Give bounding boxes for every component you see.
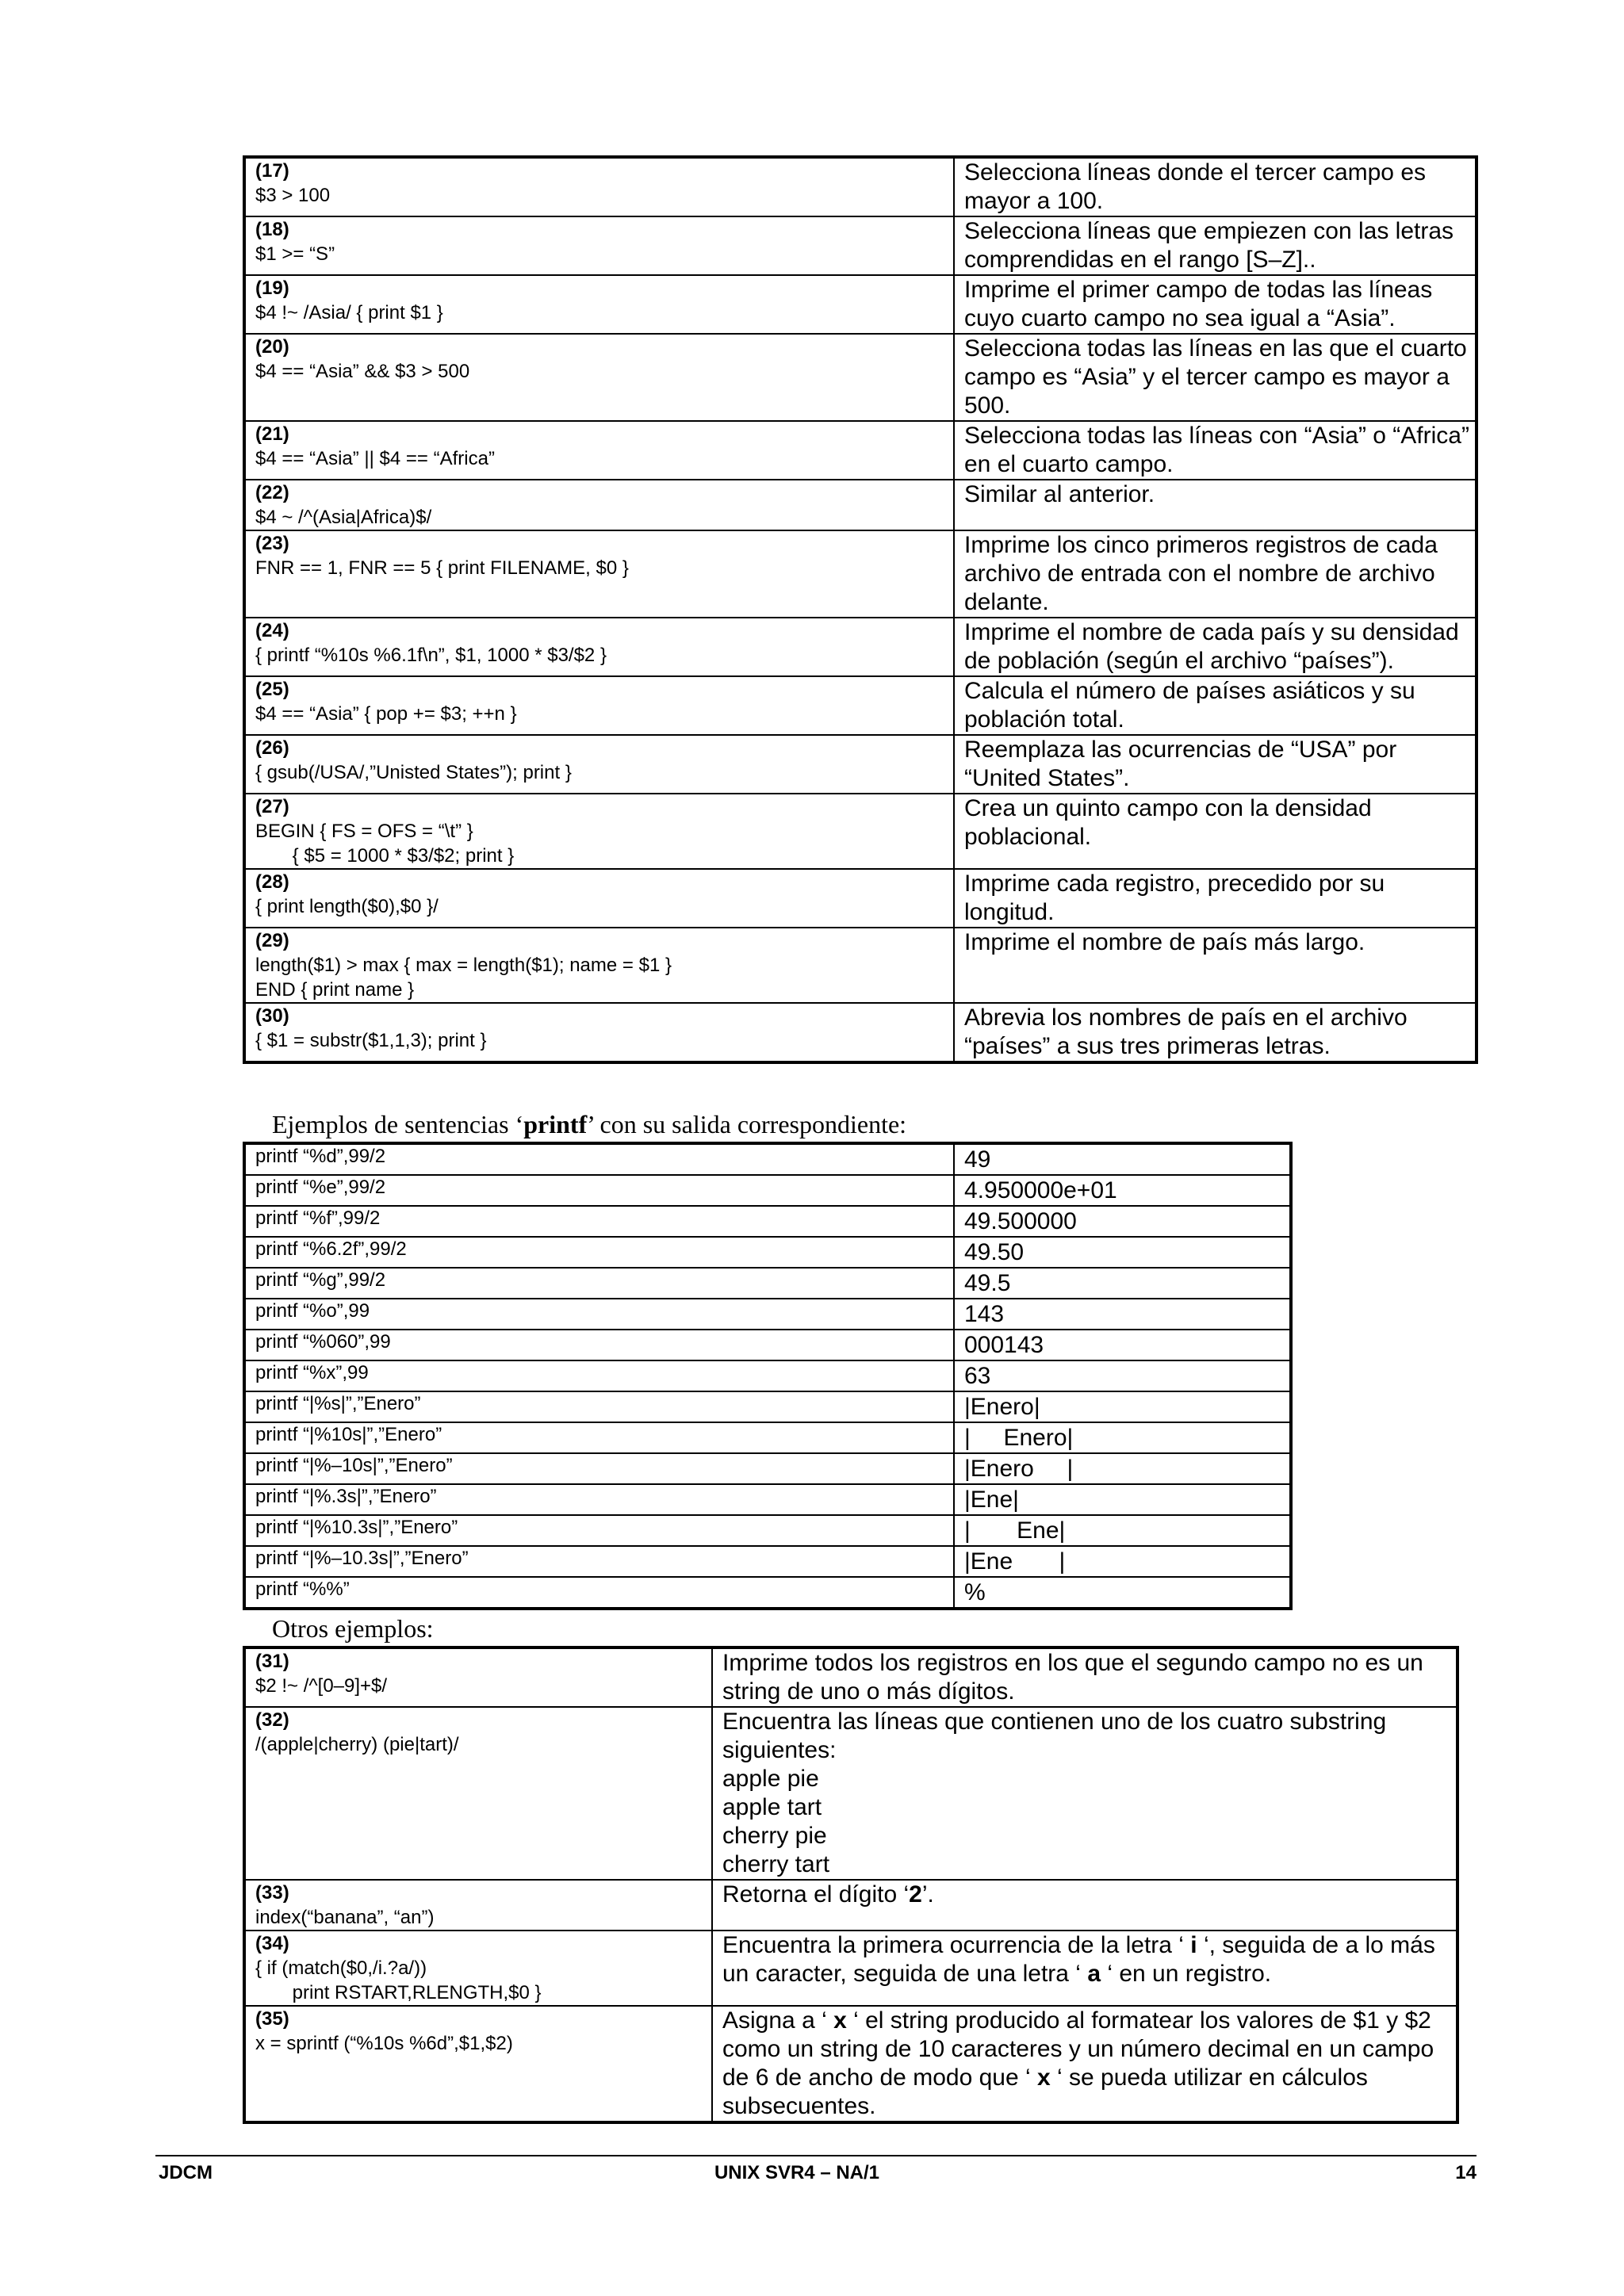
table-row: [244, 216, 1477, 275]
emphasis-letter: 2: [909, 1881, 922, 1908]
other-examples-table: [243, 1646, 1459, 2124]
printf-examples-caption: Ejemplos de sentencias ‘printf’ con su salida correspondiente:: [272, 1110, 907, 1138]
example-description: Crea un quinto campo con la densidad poblacional.: [964, 795, 1372, 850]
table-row: [244, 1707, 1457, 1880]
printf-output: 4.950000e+01: [954, 1175, 1291, 1206]
description-cell: [954, 530, 1477, 618]
example-number: (25): [255, 679, 289, 700]
description-text: Retorna el dígito ‘: [722, 1881, 910, 1908]
example-code: index(“banana”, “an”): [255, 1907, 435, 1928]
table-row: [244, 275, 1477, 334]
table-row: [244, 530, 1477, 618]
table-row: [244, 1546, 1291, 1577]
code-cell: [244, 1003, 954, 1062]
example-code: $4 == “Asia” && $3 > 500: [255, 361, 470, 382]
table-row: [244, 1360, 1291, 1391]
footer-title: UNIX SVR4 – NA/1: [714, 2162, 880, 2183]
example-code: $1 >= “S”: [255, 243, 335, 265]
code-cell: [244, 794, 954, 869]
example-number: (35): [255, 2008, 289, 2030]
example-code: { if (match($0,/i.?a/)) print RSTART,RLENGTH,$0 }: [255, 1957, 542, 2003]
description-text: ‘ en un registro.: [1101, 1961, 1272, 1987]
description-text: ’.: [921, 1881, 934, 1908]
printf-statement: printf “|%–10s|”,”Enero”: [244, 1453, 954, 1484]
example-description: Reemplaza las ocurrencias de “USA” por “United States”.: [964, 737, 1397, 791]
code-cell: [244, 1931, 712, 2006]
printf-statement: printf “%%”: [244, 1577, 954, 1609]
description-text: ‘ se pueda utilizar en cálculos subsecuentes.: [722, 2064, 1368, 2119]
table-row: [244, 480, 1477, 530]
example-number: (22): [255, 482, 289, 503]
printf-statement: printf “%x”,99: [244, 1360, 954, 1391]
printf-statement: printf “%6.2f”,99/2: [244, 1237, 954, 1268]
description-cell: [954, 334, 1477, 421]
example-code: $4 ~ /^(Asia|Africa)$/: [255, 507, 432, 528]
description-cell: [954, 1003, 1477, 1062]
table-row: [244, 1003, 1477, 1062]
example-description: Imprime los cinco primeros registros de cada archivo de entrada con el nombre de archivo delante.: [964, 532, 1438, 615]
example-code: length($1) > max { max = length($1); name = $1 } END { print name }: [255, 955, 672, 1001]
example-code: { $1 = substr($1,1,3); print }: [255, 1030, 487, 1051]
table-row: [244, 1175, 1291, 1206]
example-description: Imprime todos los registros en los que el segundo campo no es un string de uno o más dígitos.: [722, 1650, 1423, 1705]
table-row: [244, 1880, 1457, 1931]
example-code: { gsub(/USA/,”Unisted States”); print }: [255, 762, 572, 783]
printf-output: | Enero|: [954, 1422, 1291, 1453]
example-description: Abrevia los nombres de país en el archivo “países” a sus tres primeras letras.: [964, 1004, 1408, 1059]
code-cell: [244, 334, 954, 421]
example-description: Imprime el nombre de cada país y su densidad de población (según el archivo “países”).: [964, 619, 1459, 674]
description-cell: [954, 480, 1477, 530]
code-cell: [244, 1707, 712, 1880]
description-cell: [954, 869, 1477, 928]
table-row: [244, 1143, 1291, 1175]
printf-output: |Ene |: [954, 1546, 1291, 1577]
emphasis-letter: i: [1190, 1932, 1197, 1958]
page-number: 14: [1455, 2162, 1477, 2183]
description-text: ‘ el string producido al formatear los valores de $1 y $2 como un string de 10 caracteres y un número decimal en un campo de 6 de ancho de modo que ‘: [722, 2007, 1434, 2091]
example-description: Calcula el número de países asiáticos y su población total.: [964, 678, 1415, 733]
example-number: (18): [255, 219, 289, 240]
other-examples-caption: Otros ejemplos:: [272, 1614, 434, 1643]
table-row: [244, 618, 1477, 676]
table-row: [244, 1647, 1457, 1707]
table-row: [244, 1453, 1291, 1484]
emphasis-letter: x: [833, 2007, 847, 2034]
description-cell: [712, 1647, 1457, 1707]
code-cell: [244, 1647, 712, 1707]
printf-statement: printf “%e”,99/2: [244, 1175, 954, 1206]
description-text: Asigna a ‘: [722, 2007, 834, 2034]
example-description: Imprime el nombre de país más largo.: [964, 929, 1365, 955]
code-cell: [244, 480, 954, 530]
example-description: Selecciona líneas que empiezen con las letras comprendidas en el rango [S–Z]..: [964, 218, 1454, 273]
printf-output: 49.50: [954, 1237, 1291, 1268]
table-row: [244, 676, 1477, 735]
table-row: [244, 794, 1477, 869]
printf-output: |Ene|: [954, 1484, 1291, 1515]
printf-statement: printf “|%.3s|”,”Enero”: [244, 1484, 954, 1515]
example-code: $4 !~ /Asia/ { print $1 }: [255, 302, 443, 323]
footer-author: JDCM: [159, 2162, 213, 2183]
footer-rule: [155, 2155, 1477, 2156]
description-cell: [712, 2006, 1457, 2122]
printf-statement: printf “|%s|”,”Enero”: [244, 1391, 954, 1422]
awk-examples-table: [243, 155, 1478, 1064]
example-code: $3 > 100: [255, 185, 331, 206]
code-cell: [244, 869, 954, 928]
description-cell: [954, 421, 1477, 480]
printf-statement: printf “|%–10.3s|”,”Enero”: [244, 1546, 954, 1577]
description-cell: [954, 216, 1477, 275]
example-number: (31): [255, 1651, 289, 1672]
example-code: { printf “%10s %6.1f\n”, $1, 1000 * $3/$2 }: [255, 645, 607, 666]
table-row: [244, 1268, 1291, 1299]
example-code: $4 == “Asia” { pop += $3; ++n }: [255, 703, 517, 725]
printf-statement: printf “%o”,99: [244, 1299, 954, 1330]
example-description: Imprime el primer campo de todas las líneas cuyo cuarto campo no sea igual a “Asia”.: [964, 277, 1433, 331]
code-cell: [244, 1880, 712, 1931]
description-cell: [954, 618, 1477, 676]
table-row: [244, 157, 1477, 216]
example-description: Encuentra las líneas que contienen uno de los cuatro substring siguientes: apple pie apple tart cherry pie cherry tart: [722, 1709, 1387, 1877]
code-cell: [244, 618, 954, 676]
example-code: $2 !~ /^[0–9]+$/: [255, 1675, 388, 1697]
printf-output: 49.5: [954, 1268, 1291, 1299]
table-row: [244, 1299, 1291, 1330]
table-row: [244, 2006, 1457, 2122]
table-row: [244, 1577, 1291, 1609]
printf-statement: printf “%d”,99/2: [244, 1143, 954, 1175]
code-cell: [244, 676, 954, 735]
example-number: (19): [255, 277, 289, 299]
example-description: Similar al anterior.: [964, 481, 1155, 507]
table-row: [244, 1422, 1291, 1453]
printf-examples-table: [243, 1142, 1293, 1610]
example-description: Selecciona todas las líneas con “Asia” o “Africa” en el cuarto campo.: [964, 423, 1469, 477]
example-number: (21): [255, 423, 289, 445]
description-text: Encuentra la primera ocurrencia de la letra ‘: [722, 1932, 1191, 1958]
description-cell: [954, 157, 1477, 216]
printf-statement: printf “|%10.3s|”,”Enero”: [244, 1515, 954, 1546]
example-number: (34): [255, 1933, 289, 1954]
table-row: [244, 735, 1477, 794]
table-row: [244, 1330, 1291, 1360]
example-description: Selecciona líneas donde el tercer campo es mayor a 100.: [964, 159, 1427, 214]
example-number: (29): [255, 930, 289, 951]
example-number: (32): [255, 1709, 289, 1731]
description-cell: [954, 676, 1477, 735]
printf-output: %: [954, 1577, 1291, 1609]
example-code: x = sprintf (“%10s %6d”,$1,$2): [255, 2033, 513, 2054]
description-cell: [954, 275, 1477, 334]
example-code: { print length($0),$0 }/: [255, 896, 439, 917]
printf-output: 49: [954, 1143, 1291, 1175]
code-cell: [244, 421, 954, 480]
printf-statement: printf “%060”,99: [244, 1330, 954, 1360]
code-cell: [244, 928, 954, 1003]
printf-output: | Ene|: [954, 1515, 1291, 1546]
example-code: BEGIN { FS = OFS = “\t” } { $5 = 1000 * $3/$2; print }: [255, 821, 515, 867]
example-number: (28): [255, 871, 289, 893]
emphasis-letter: x: [1036, 2064, 1051, 2091]
code-cell: [244, 2006, 712, 2122]
example-number: (17): [255, 160, 289, 182]
description-cell: [954, 735, 1477, 794]
printf-output: 49.500000: [954, 1206, 1291, 1237]
example-code: $4 == “Asia” || $4 == “Africa”: [255, 448, 495, 469]
example-number: (27): [255, 796, 289, 817]
description-cell: [712, 1880, 1457, 1931]
emphasis-letter: a: [1087, 1961, 1101, 1987]
table-row: [244, 334, 1477, 421]
table-row: [244, 1206, 1291, 1237]
printf-output: 143: [954, 1299, 1291, 1330]
printf-statement: printf “|%10s|”,”Enero”: [244, 1422, 954, 1453]
code-cell: [244, 157, 954, 216]
example-number: (23): [255, 533, 289, 554]
table-row: [244, 1931, 1457, 2006]
example-number: (20): [255, 336, 289, 358]
code-cell: [244, 275, 954, 334]
example-number: (24): [255, 620, 289, 641]
code-cell: [244, 735, 954, 794]
printf-output: |Enero|: [954, 1391, 1291, 1422]
table-row: [244, 1237, 1291, 1268]
example-code: FNR == 1, FNR == 5 { print FILENAME, $0 }: [255, 557, 629, 579]
code-cell: [244, 530, 954, 618]
table-row: [244, 1391, 1291, 1422]
printf-output: 000143: [954, 1330, 1291, 1360]
printf-output: 63: [954, 1360, 1291, 1391]
table-row: [244, 1484, 1291, 1515]
description-cell: [954, 794, 1477, 869]
description-cell: [954, 928, 1477, 1003]
description-cell: [712, 1707, 1457, 1880]
table-row: [244, 1515, 1291, 1546]
table-row: [244, 869, 1477, 928]
code-cell: [244, 216, 954, 275]
example-code: /(apple|cherry) (pie|tart)/: [255, 1734, 459, 1755]
example-number: (30): [255, 1005, 289, 1027]
printf-output: |Enero |: [954, 1453, 1291, 1484]
description-text: ‘, seguida de a lo más un caracter, seguida de una letra ‘: [722, 1932, 1435, 1987]
printf-statement: printf “%f”,99/2: [244, 1206, 954, 1237]
table-row: [244, 421, 1477, 480]
example-number: (33): [255, 1882, 289, 1904]
printf-statement: printf “%g”,99/2: [244, 1268, 954, 1299]
example-number: (26): [255, 737, 289, 759]
table-row: [244, 928, 1477, 1003]
description-cell: [712, 1931, 1457, 2006]
example-description: Imprime cada registro, precedido por su longitud.: [964, 871, 1385, 925]
example-description: Selecciona todas las líneas en las que el cuarto campo es “Asia” y el tercer campo es mayor a 500.: [964, 335, 1467, 419]
